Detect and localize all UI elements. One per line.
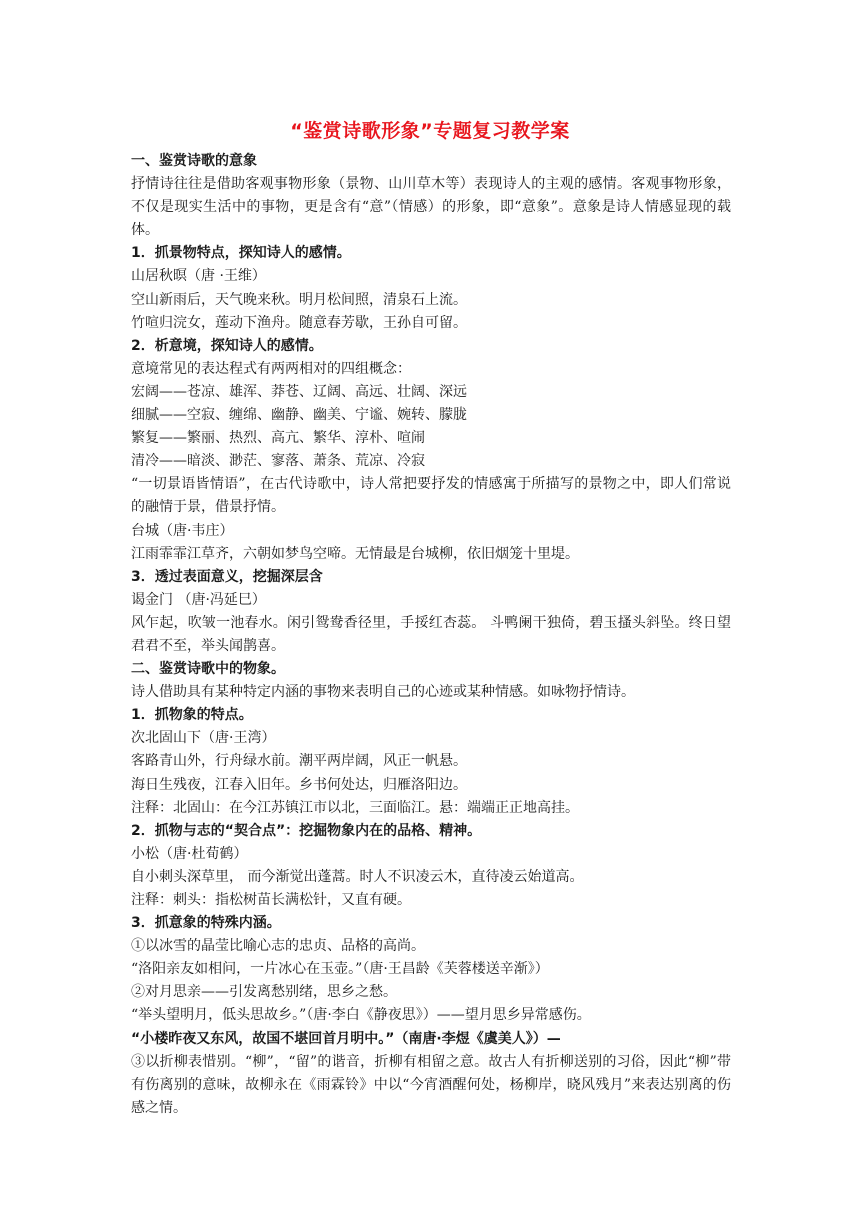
section-heading: 3．抓意象的特殊内涵。 <box>131 915 281 932</box>
paragraph-line: 细腻——空寂、缠绵、幽静、幽美、宁谧、婉转、朦胧 <box>131 407 467 424</box>
paragraph-line: 诗人借助具有某种特定内涵的事物来表明自己的心迹或某种情感。如咏物抒情诗。 <box>131 684 635 701</box>
section-heading: 一、鉴赏诗歌的意象 <box>131 153 257 169</box>
paragraph-line: “一切景语皆情语”，在古代诗歌中，诗人常把要抒发的情感寓于所描写的景物之中，即人们常说的融情于景，借景抒情。 <box>131 476 731 516</box>
paragraph-line: 山居秋暝（唐 ·王维） <box>131 268 266 285</box>
section-heading: 3．透过表面意义，挖掘深层含 <box>131 568 323 585</box>
paragraph-line: “举头望明月，低头思故乡。”（唐·李白《静夜思》）——望月思乡异常感伤。 <box>131 1007 591 1024</box>
paragraph-line: 客路青山外，行舟绿水前。潮平两岸阔，风正一帆悬。 <box>131 753 467 770</box>
paragraph-line: 江雨霏霏江草齐，六朝如梦鸟空啼。无情最是台城柳，依旧烟笼十里堤。 <box>131 545 579 562</box>
paragraph-line: ①以冰雪的晶莹比喻心志的忠贞、品格的高尚。 <box>131 938 425 955</box>
section-heading: 2．析意境，探知诗人的感情。 <box>131 337 323 354</box>
paragraph-line: 繁复——繁丽、热烈、高亢、繁华、淳朴、喧闹 <box>131 430 425 447</box>
paragraph-line: 自小刺头深草里， 而今渐觉出蓬蒿。时人不识凌云木，直待凌云始道高。 <box>131 868 584 885</box>
paragraph-line: 空山新雨后，天气晚来秋。明月松间照，清泉石上流。 <box>131 291 467 308</box>
paragraph-line: 注释：北固山：在今江苏镇江市以北，三面临江。悬：端端正正地高挂。 <box>131 799 579 816</box>
paragraph-line: 小松（唐·杜荀鹤） <box>131 845 248 862</box>
paragraph-line: 意境常见的表达程式有两两相对的四组概念： <box>131 360 411 377</box>
paragraph-line: 谒金门 （唐·冯延巳） <box>131 591 266 608</box>
paragraph-line: 次北固山下（唐·王湾） <box>131 730 276 747</box>
document-body <box>131 150 731 1120</box>
paragraph-line: 清冷——暗淡、渺茫、寥落、萧条、荒凉、冷寂 <box>131 453 425 470</box>
paragraph-line: 竹喧归浣女，莲动下渔舟。随意春芳歇，王孙自可留。 <box>131 314 467 331</box>
section-heading: 1．抓景物特点，探知诗人的感情。 <box>131 245 351 262</box>
paragraph-line: 风乍起，吹皱一池春水。闲引鸳鸯香径里，手挼红杏蕊。 斗鸭阑干独倚，碧玉搔头斜坠。终日望君君不至，举头闻鹊喜。 <box>131 614 731 654</box>
document-title: “鉴赏诗歌形象”专题复习教学案 <box>290 120 570 142</box>
section-heading: 二、鉴赏诗歌中的物象。 <box>131 661 285 678</box>
paragraph-line: 抒情诗往往是借助客观事物形象（景物、山川草木等）表现诗人的主观的感情。客观事物形象，不仅是现实生活中的事物，更是含有“意”（情感）的形象，即“意象”。意象是诗人情感显现的载体。 <box>131 176 731 239</box>
paragraph-line: 台城（唐·韦庄） <box>131 522 234 539</box>
paragraph-line: ③以折柳表惜别。“柳”，“留”的谐音，折柳有相留之意。故古人有折柳送别的习俗，因此“柳”带有伤离别的意味，故柳永在《雨霖铃》中以“今宵酒醒何处，杨柳岸，晓风残月”来表达别离的伤感之情。 <box>131 1053 731 1116</box>
paragraph-line: 宏阔——苍凉、雄浑、莽苍、辽阔、高远、壮阔、深远 <box>131 383 467 400</box>
paragraph-line: “洛阳亲友如相问，一片冰心在玉壶。”（唐·王昌龄《芙蓉楼送辛渐》） <box>131 961 549 978</box>
section-heading: 2．抓物与志的“契合点”：挖掘物象内在的品格、精神。 <box>131 822 482 839</box>
paragraph-line: ②对月思亲——引发离愁别绪，思乡之愁。 <box>131 984 397 1001</box>
paragraph-line: 海日生残夜，江春入旧年。乡书何处达，归雁洛阳边。 <box>131 776 467 793</box>
section-heading: 1．抓物象的特点。 <box>131 707 253 724</box>
paragraph-line: 注释：刺头：指松树苗长满松针，又直有硬。 <box>131 892 411 908</box>
section-heading: “小楼昨夜又东风，故国不堪回首月明中。”（南唐·李煜《虞美人》）— <box>131 1030 561 1047</box>
